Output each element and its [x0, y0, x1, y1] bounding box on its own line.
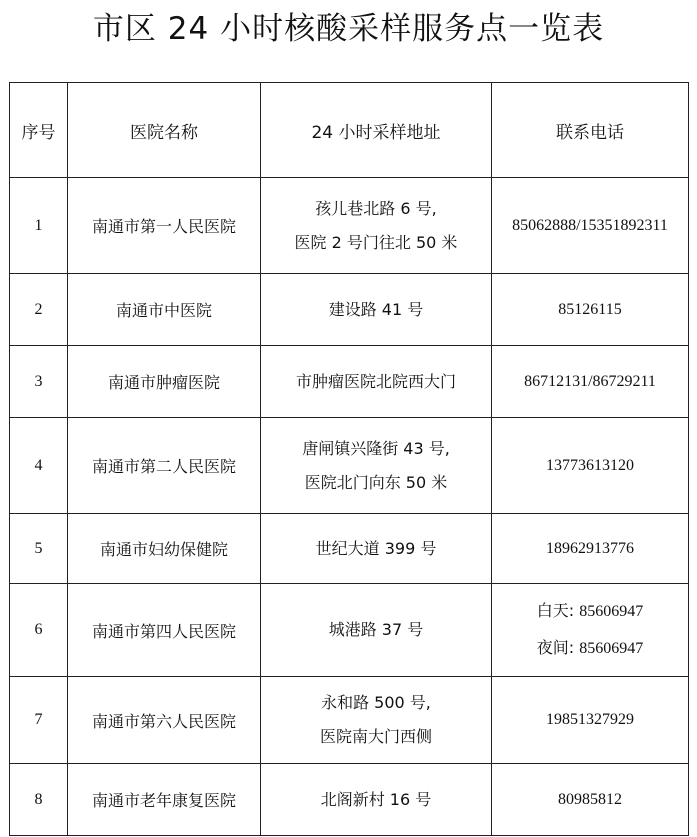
phone-number: 13773613120 [546, 456, 634, 474]
phone-line [492, 630, 688, 667]
table-row [10, 584, 689, 677]
phone-line [492, 292, 688, 328]
hospital-name: 南通市中医院 [68, 274, 261, 346]
row-index: 4 [10, 418, 68, 514]
hospital-name: 南通市肿瘤医院 [68, 346, 261, 418]
address-line: 医院北门向东 50 米 [304, 472, 448, 492]
phone-line [492, 208, 688, 244]
row-index: 5 [10, 514, 68, 584]
contact-phone [492, 178, 689, 274]
table-row [10, 764, 689, 836]
table-header-row [10, 83, 689, 178]
table-row [10, 514, 689, 584]
phone-line [492, 593, 688, 630]
sampling-sites-table [9, 82, 689, 836]
contact-phone [492, 274, 689, 346]
address-line: 世纪大道 399 号 [315, 538, 437, 558]
header-phone: 联系电话 [492, 83, 689, 178]
sampling-address [261, 346, 492, 418]
sampling-address [261, 274, 492, 346]
phone-number: 80985812 [558, 790, 622, 808]
contact-phone [492, 514, 689, 584]
phone-number: 19851327929 [546, 711, 634, 728]
sampling-address [261, 764, 492, 836]
row-index: 1 [10, 178, 68, 274]
hospital-name: 南通市第二人民医院 [68, 418, 261, 514]
row-index: 8 [10, 764, 68, 836]
page-title: 市区 24 小时核酸采样服务点一览表 [92, 11, 605, 47]
phone-label: 夜间: [536, 638, 580, 657]
phone-number: 85606947 [579, 640, 644, 657]
address-line: 孩儿巷北路 6 号, [315, 198, 437, 218]
hospital-name: 南通市第四人民医院 [68, 584, 261, 677]
contact-phone [492, 346, 689, 418]
header-address: 24 小时采样地址 [261, 83, 492, 178]
table-row [10, 677, 689, 764]
sampling-address [261, 514, 492, 584]
contact-phone [492, 584, 689, 677]
sampling-address [261, 584, 492, 677]
sampling-address [261, 677, 492, 764]
address-line: 北阁新村 16 号 [320, 789, 432, 809]
sampling-address [261, 418, 492, 514]
address-line: 市肿瘤医院北院西大门 [295, 371, 456, 391]
address-line: 永和路 500 号, [321, 693, 431, 712]
sampling-address [261, 178, 492, 274]
row-index: 3 [10, 346, 68, 418]
phone-number: 86712131/86729211 [524, 372, 656, 390]
phone-line [492, 364, 688, 400]
header-hospital: 医院名称 [68, 83, 261, 178]
phone-line [492, 702, 688, 738]
address-line: 医院 2 号门往北 50 米 [294, 232, 458, 252]
phone-number: 18962913776 [546, 539, 634, 557]
phone-label: 白天: [536, 601, 580, 620]
table-row [10, 346, 689, 418]
address-line: 建设路 41 号 [328, 299, 424, 319]
phone-line [492, 531, 688, 567]
table-row [10, 418, 689, 514]
hospital-name: 南通市第一人民医院 [68, 178, 261, 274]
address-line: 城港路 37 号 [328, 620, 424, 639]
hospital-name: 南通市妇幼保健院 [68, 514, 261, 584]
header-index: 序号 [10, 83, 68, 178]
row-index: 2 [10, 274, 68, 346]
table-row [10, 178, 689, 274]
contact-phone [492, 677, 689, 764]
address-line: 唐闸镇兴隆街 43 号, [302, 438, 450, 458]
row-index: 7 [10, 677, 68, 764]
contact-phone [492, 764, 689, 836]
phone-line [492, 782, 688, 818]
phone-number: 85126115 [558, 300, 622, 318]
contact-phone [492, 418, 689, 514]
row-index: 6 [10, 584, 68, 677]
phone-number: 85606947 [579, 603, 644, 620]
hospital-name: 南通市第六人民医院 [68, 677, 261, 764]
phone-line [492, 448, 688, 484]
hospital-name: 南通市老年康复医院 [68, 764, 261, 836]
table-row [10, 274, 689, 346]
phone-number: 85062888/15351892311 [512, 216, 668, 234]
address-line: 医院南大门西侧 [319, 727, 432, 746]
